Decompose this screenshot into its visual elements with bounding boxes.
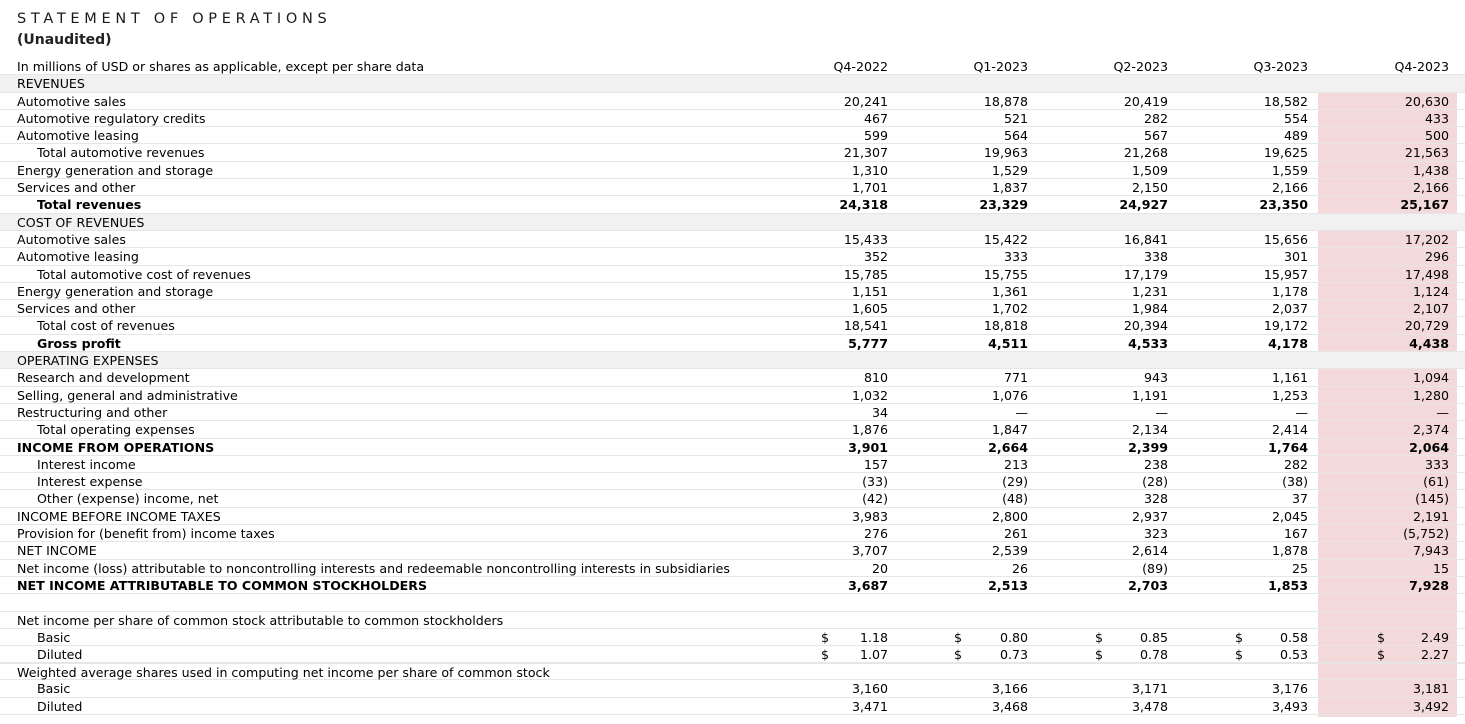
currency-symbol: $ bbox=[1095, 629, 1104, 645]
row-label: NET INCOME ATTRIBUTABLE TO COMMON STOCKHOLDERS bbox=[17, 577, 428, 593]
subsection-heading: Weighted average shares used in computing net income per share of common stock bbox=[17, 665, 550, 681]
currency-symbol: $ bbox=[954, 646, 963, 662]
row-value: 1,253 bbox=[1271, 387, 1308, 403]
row-value: 238 bbox=[1143, 456, 1168, 472]
row-label: Energy generation and storage bbox=[17, 283, 214, 299]
row-label: Total automotive revenues bbox=[37, 145, 205, 161]
row-value: 20,394 bbox=[1123, 318, 1168, 334]
row-value: 282 bbox=[1143, 110, 1168, 126]
row-label: Total automotive cost of revenues bbox=[37, 266, 251, 282]
table-row bbox=[0, 335, 1465, 352]
row-label: Services and other bbox=[17, 180, 136, 196]
row-label: Automotive leasing bbox=[17, 128, 139, 144]
row-value: 213 bbox=[1003, 456, 1028, 472]
period-header: Q3-2023 bbox=[1253, 59, 1308, 74]
row-value: 1.07 bbox=[859, 646, 888, 662]
row-value: 1.18 bbox=[859, 629, 888, 645]
row-value: 21,268 bbox=[1123, 145, 1168, 161]
table-row bbox=[0, 473, 1465, 490]
row-value: 167 bbox=[1283, 526, 1308, 542]
table-row bbox=[0, 387, 1465, 404]
table-row bbox=[0, 508, 1465, 525]
table-row bbox=[0, 577, 1465, 594]
row-value: 2,414 bbox=[1271, 422, 1308, 438]
row-value: 521 bbox=[1003, 110, 1028, 126]
row-value: 2,166 bbox=[1271, 180, 1308, 196]
table-row bbox=[0, 629, 1465, 646]
table-row bbox=[0, 248, 1465, 265]
row-value: 2,191 bbox=[1412, 508, 1449, 524]
row-value: 34 bbox=[871, 404, 888, 420]
row-label: COST OF REVENUES bbox=[17, 214, 145, 230]
row-value: 3,468 bbox=[991, 698, 1028, 714]
row-value: 23,329 bbox=[979, 197, 1028, 213]
row-value: (5,752) bbox=[1403, 526, 1449, 542]
row-value: 3,471 bbox=[851, 698, 888, 714]
row-value: 500 bbox=[1424, 128, 1449, 144]
row-value: 2,374 bbox=[1412, 422, 1449, 438]
row-value: 0.85 bbox=[1139, 629, 1168, 645]
row-value: 4,178 bbox=[1268, 335, 1308, 351]
table-row bbox=[0, 560, 1465, 577]
row-label: Provision for (benefit from) income taxes bbox=[17, 526, 275, 542]
row-value: 2,513 bbox=[988, 577, 1028, 593]
row-value: 3,478 bbox=[1131, 698, 1168, 714]
table-row bbox=[0, 300, 1465, 317]
row-value: 1,361 bbox=[991, 283, 1028, 299]
row-value: 1,837 bbox=[991, 180, 1028, 196]
row-value: 16,841 bbox=[1123, 231, 1168, 247]
row-label: Gross profit bbox=[37, 335, 121, 351]
row-value: 1,151 bbox=[851, 283, 888, 299]
table-row bbox=[0, 404, 1465, 421]
table-row bbox=[0, 698, 1465, 715]
row-value: 3,492 bbox=[1412, 698, 1449, 714]
row-label: REVENUES bbox=[17, 76, 85, 92]
row-value: 2,166 bbox=[1412, 180, 1449, 196]
table-row bbox=[0, 369, 1465, 386]
row-value: 2.49 bbox=[1420, 629, 1449, 645]
row-value: 20 bbox=[871, 560, 888, 576]
row-value: (38) bbox=[1282, 474, 1308, 490]
table-row bbox=[0, 93, 1465, 110]
row-label: Research and development bbox=[17, 370, 190, 386]
row-value: 1,076 bbox=[991, 387, 1028, 403]
row-value: 15,785 bbox=[843, 266, 888, 282]
row-value: 352 bbox=[863, 249, 888, 265]
row-value: 19,625 bbox=[1263, 145, 1308, 161]
row-value: 17,179 bbox=[1123, 266, 1168, 282]
row-value: 1,878 bbox=[1271, 543, 1308, 559]
statement-table bbox=[0, 58, 1465, 715]
row-value: 3,171 bbox=[1131, 681, 1168, 697]
row-value: 1,178 bbox=[1271, 283, 1308, 299]
table-row bbox=[0, 283, 1465, 300]
row-value: 17,498 bbox=[1404, 266, 1449, 282]
page-subtitle: (Unaudited) bbox=[17, 32, 112, 48]
row-value: 554 bbox=[1283, 110, 1308, 126]
row-value: 1,764 bbox=[1268, 439, 1308, 455]
row-value: 3,707 bbox=[851, 543, 888, 559]
row-value: 17,202 bbox=[1404, 231, 1449, 247]
row-value: 1,280 bbox=[1412, 387, 1449, 403]
row-value: 1,509 bbox=[1131, 162, 1168, 178]
row-value: 15,957 bbox=[1263, 266, 1308, 282]
row-value: 296 bbox=[1424, 249, 1449, 265]
row-value: (61) bbox=[1423, 474, 1449, 490]
row-value: 276 bbox=[863, 526, 888, 542]
subsection-heading-row bbox=[0, 663, 1465, 680]
row-value: 0.53 bbox=[1279, 646, 1308, 662]
subsection-heading: Net income per share of common stock attributable to common stockholders bbox=[17, 613, 504, 629]
row-value: 157 bbox=[863, 456, 888, 472]
period-header: Q1-2023 bbox=[973, 59, 1028, 74]
row-value: 2,399 bbox=[1128, 439, 1168, 455]
row-value: 20,241 bbox=[843, 93, 888, 109]
row-value: 1,438 bbox=[1412, 162, 1449, 178]
row-value: 323 bbox=[1143, 526, 1168, 542]
row-value: 467 bbox=[863, 110, 888, 126]
row-value: 567 bbox=[1143, 128, 1168, 144]
row-label: Basic bbox=[37, 629, 71, 645]
row-label: Automotive sales bbox=[17, 93, 126, 109]
row-value: (29) bbox=[1002, 474, 1028, 490]
row-value: 3,901 bbox=[848, 439, 888, 455]
section-heading-row bbox=[0, 214, 1465, 231]
row-value: 564 bbox=[1003, 128, 1028, 144]
row-value: 15,422 bbox=[983, 231, 1028, 247]
row-value: 1,853 bbox=[1268, 577, 1308, 593]
row-label: Interest expense bbox=[37, 474, 143, 490]
table-row bbox=[0, 110, 1465, 127]
row-value: — bbox=[1155, 404, 1168, 420]
row-label: Interest income bbox=[37, 456, 136, 472]
row-value: 18,878 bbox=[983, 93, 1028, 109]
row-value: 0.80 bbox=[999, 629, 1028, 645]
row-label: Diluted bbox=[37, 646, 83, 662]
table-row bbox=[0, 542, 1465, 559]
row-label: Total revenues bbox=[37, 197, 142, 213]
row-value: 433 bbox=[1424, 110, 1449, 126]
row-value: 2,703 bbox=[1128, 577, 1168, 593]
row-value: 3,160 bbox=[851, 681, 888, 697]
spacer bbox=[0, 594, 1465, 611]
page-title: STATEMENT OF OPERATIONS bbox=[17, 11, 332, 27]
row-label: Total operating expenses bbox=[37, 422, 195, 438]
row-value: 2,107 bbox=[1412, 301, 1449, 317]
subsection-heading-row bbox=[0, 611, 1465, 628]
row-value: 2,045 bbox=[1271, 508, 1308, 524]
table-row bbox=[0, 144, 1465, 161]
row-value: 24,318 bbox=[839, 197, 888, 213]
period-header: Q4-2023 bbox=[1394, 59, 1449, 74]
row-value: 20,419 bbox=[1123, 93, 1168, 109]
row-value: 1,559 bbox=[1271, 162, 1308, 178]
row-label: Diluted bbox=[37, 698, 83, 714]
table-row bbox=[0, 162, 1465, 179]
row-value: 301 bbox=[1283, 249, 1308, 265]
row-value: 0.73 bbox=[999, 646, 1028, 662]
row-label: Energy generation and storage bbox=[17, 162, 214, 178]
row-value: 2,064 bbox=[1409, 439, 1449, 455]
section-heading-row bbox=[0, 75, 1465, 92]
row-value: 18,818 bbox=[983, 318, 1028, 334]
currency-symbol: $ bbox=[821, 646, 830, 662]
table-row bbox=[0, 456, 1465, 473]
row-value: (42) bbox=[862, 491, 888, 507]
currency-symbol: $ bbox=[1377, 629, 1386, 645]
row-value: 25 bbox=[1291, 560, 1308, 576]
row-value: 3,176 bbox=[1271, 681, 1308, 697]
row-value: 2,937 bbox=[1131, 508, 1168, 524]
row-value: — bbox=[1295, 404, 1308, 420]
row-value: (89) bbox=[1142, 560, 1168, 576]
row-value: 2,134 bbox=[1131, 422, 1168, 438]
row-value: 2,664 bbox=[988, 439, 1028, 455]
row-value: 5,777 bbox=[848, 335, 888, 351]
row-value: 19,963 bbox=[983, 145, 1028, 161]
row-label: Restructuring and other bbox=[17, 404, 168, 420]
row-value: 1,161 bbox=[1271, 370, 1308, 386]
row-value: 1,124 bbox=[1412, 283, 1449, 299]
table-header-row bbox=[0, 58, 1465, 75]
row-value: 24,927 bbox=[1119, 197, 1168, 213]
row-value: 2,037 bbox=[1271, 301, 1308, 317]
row-label: Basic bbox=[37, 681, 71, 697]
row-label: Net income (loss) attributable to noncontrolling interests and redeemable noncontrolling interests in subsidiaries bbox=[17, 560, 730, 576]
units-label: In millions of USD or shares as applicable, except per share data bbox=[17, 59, 425, 74]
row-label: INCOME BEFORE INCOME TAXES bbox=[17, 508, 221, 524]
row-value: 771 bbox=[1003, 370, 1028, 386]
currency-symbol: $ bbox=[1235, 646, 1244, 662]
row-value: 23,350 bbox=[1259, 197, 1308, 213]
row-value: 2,150 bbox=[1131, 180, 1168, 196]
table-row bbox=[0, 179, 1465, 196]
row-value: 943 bbox=[1143, 370, 1168, 386]
row-value: 4,511 bbox=[988, 335, 1028, 351]
row-value: 2,800 bbox=[991, 508, 1028, 524]
row-value: 3,983 bbox=[851, 508, 888, 524]
table-row bbox=[0, 646, 1465, 663]
row-value: 489 bbox=[1283, 128, 1308, 144]
row-value: 1,605 bbox=[851, 301, 888, 317]
row-value: 2,614 bbox=[1131, 543, 1168, 559]
row-value: 18,582 bbox=[1263, 93, 1308, 109]
row-value: 21,307 bbox=[843, 145, 888, 161]
row-value: — bbox=[1436, 404, 1449, 420]
row-value: 20,729 bbox=[1404, 318, 1449, 334]
row-value: 1,847 bbox=[991, 422, 1028, 438]
row-value: 3,493 bbox=[1271, 698, 1308, 714]
row-label: Services and other bbox=[17, 301, 136, 317]
row-label: Selling, general and administrative bbox=[17, 387, 238, 403]
row-label: Automotive leasing bbox=[17, 249, 139, 265]
row-value: 0.58 bbox=[1279, 629, 1308, 645]
row-label: NET INCOME bbox=[17, 543, 97, 559]
row-value: (28) bbox=[1142, 474, 1168, 490]
row-value: 3,181 bbox=[1412, 681, 1449, 697]
row-label: Total cost of revenues bbox=[37, 318, 175, 334]
row-value: 15,656 bbox=[1263, 231, 1308, 247]
table-row bbox=[0, 680, 1465, 697]
table-row bbox=[0, 421, 1465, 438]
row-value: 4,438 bbox=[1409, 335, 1449, 351]
row-value: 1,529 bbox=[991, 162, 1028, 178]
row-value: 1,701 bbox=[851, 180, 888, 196]
table-row bbox=[0, 317, 1465, 334]
row-value: 20,630 bbox=[1404, 93, 1449, 109]
row-label: INCOME FROM OPERATIONS bbox=[17, 439, 215, 455]
currency-symbol: $ bbox=[1377, 646, 1386, 662]
row-value: 1,231 bbox=[1131, 283, 1168, 299]
table-row bbox=[0, 127, 1465, 144]
row-value: 37 bbox=[1291, 491, 1308, 507]
row-value: 7,928 bbox=[1409, 577, 1449, 593]
row-value: 3,166 bbox=[991, 681, 1028, 697]
table-row bbox=[0, 231, 1465, 248]
row-value: 1,191 bbox=[1131, 387, 1168, 403]
row-value: 18,541 bbox=[843, 318, 888, 334]
row-value: 282 bbox=[1283, 456, 1308, 472]
currency-symbol: $ bbox=[821, 629, 830, 645]
row-value: 19,172 bbox=[1263, 318, 1308, 334]
row-value: 1,984 bbox=[1131, 301, 1168, 317]
section-heading-row bbox=[0, 352, 1465, 369]
row-value: 15 bbox=[1432, 560, 1449, 576]
row-value: 1,876 bbox=[851, 422, 888, 438]
row-value: 1,094 bbox=[1412, 370, 1449, 386]
row-value: 261 bbox=[1003, 526, 1028, 542]
currency-symbol: $ bbox=[954, 629, 963, 645]
row-value: 333 bbox=[1003, 249, 1028, 265]
row-value: 1,032 bbox=[851, 387, 888, 403]
row-label: Other (expense) income, net bbox=[37, 491, 219, 507]
row-value: 338 bbox=[1143, 249, 1168, 265]
table-row bbox=[0, 525, 1465, 542]
row-label: Automotive regulatory credits bbox=[17, 110, 206, 126]
currency-symbol: $ bbox=[1235, 629, 1244, 645]
row-value: 333 bbox=[1424, 456, 1449, 472]
row-value: 2,539 bbox=[991, 543, 1028, 559]
row-value: 328 bbox=[1143, 491, 1168, 507]
row-label: OPERATING EXPENSES bbox=[17, 353, 159, 369]
row-value: — bbox=[1015, 404, 1028, 420]
row-value: 0.78 bbox=[1139, 646, 1168, 662]
row-value: 1,310 bbox=[851, 162, 888, 178]
row-value: 4,533 bbox=[1128, 335, 1168, 351]
row-value: (33) bbox=[862, 474, 888, 490]
row-value: 1,702 bbox=[991, 301, 1028, 317]
period-header: Q4-2022 bbox=[833, 59, 888, 74]
row-label: Automotive sales bbox=[17, 231, 126, 247]
row-value: 2.27 bbox=[1420, 646, 1449, 662]
row-value: 7,943 bbox=[1412, 543, 1449, 559]
row-value: 599 bbox=[863, 128, 888, 144]
row-value: (48) bbox=[1002, 491, 1028, 507]
currency-symbol: $ bbox=[1095, 646, 1104, 662]
table-row bbox=[0, 490, 1465, 507]
row-value: 15,755 bbox=[983, 266, 1028, 282]
period-header: Q2-2023 bbox=[1113, 59, 1168, 74]
row-value: 3,687 bbox=[848, 577, 888, 593]
row-value: 810 bbox=[863, 370, 888, 386]
row-value: (145) bbox=[1415, 491, 1449, 507]
row-value: 15,433 bbox=[843, 231, 888, 247]
table-row bbox=[0, 439, 1465, 456]
table-row bbox=[0, 266, 1465, 283]
table-row bbox=[0, 196, 1465, 213]
row-value: 21,563 bbox=[1404, 145, 1449, 161]
row-value: 26 bbox=[1011, 560, 1028, 576]
row-value: 25,167 bbox=[1400, 197, 1449, 213]
